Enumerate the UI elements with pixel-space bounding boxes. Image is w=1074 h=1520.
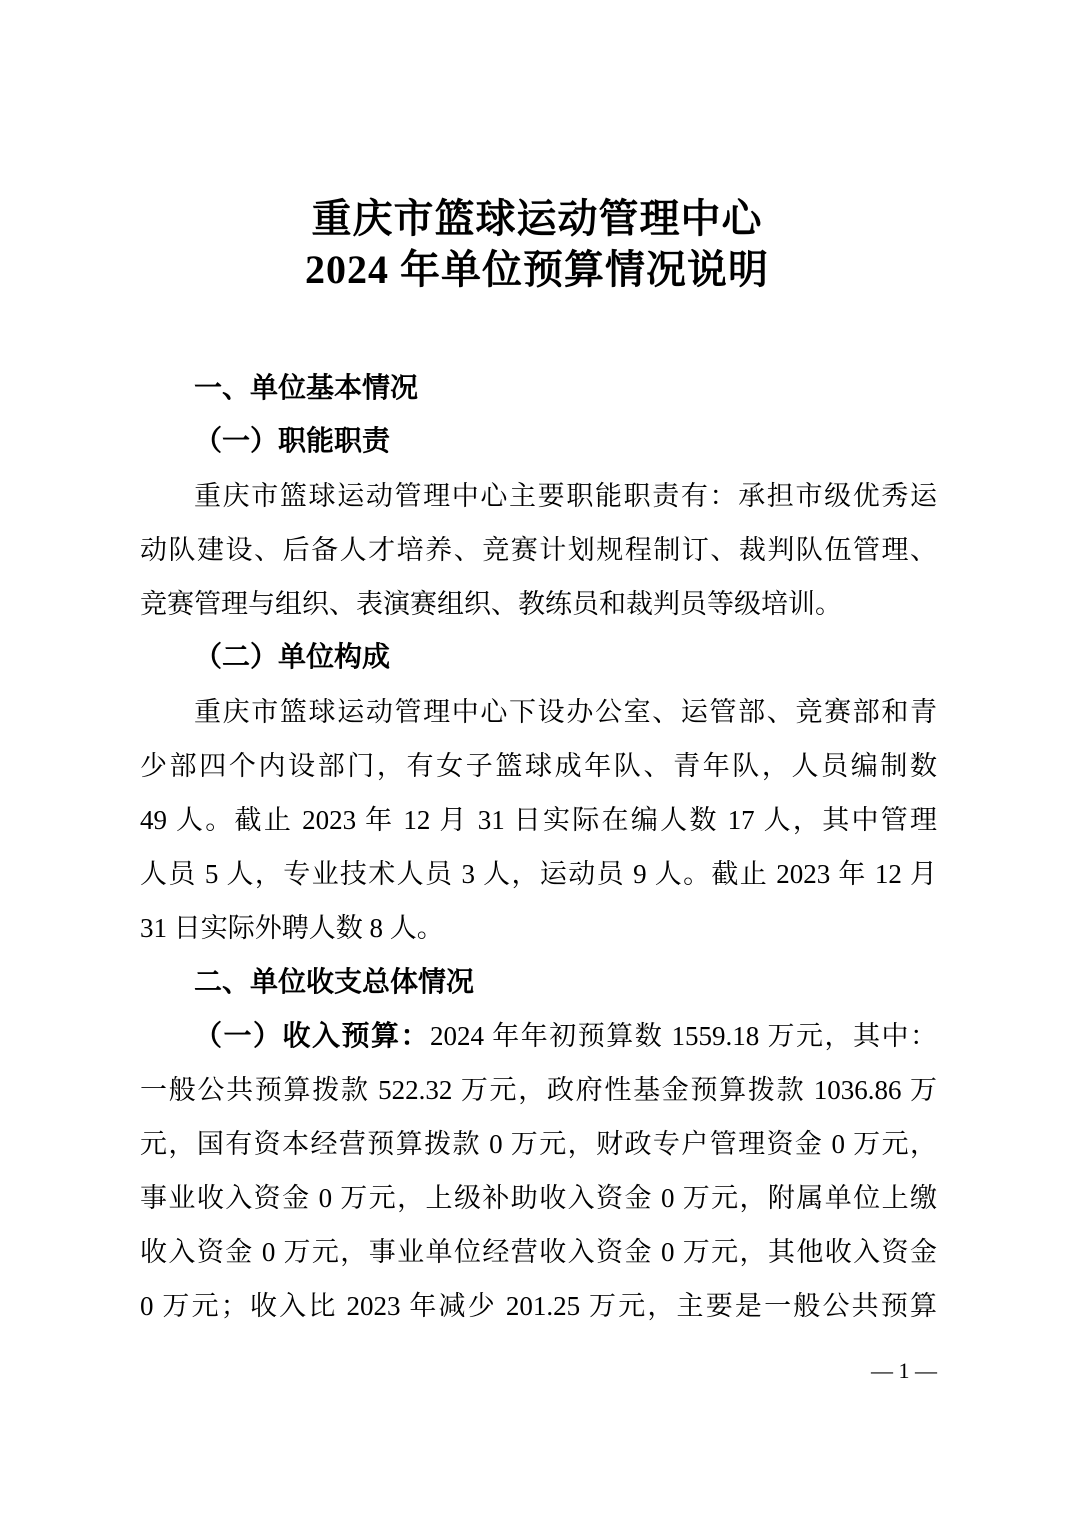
document-title-line2: 2024 年单位预算情况说明 bbox=[305, 247, 769, 292]
document-title-line1: 重庆市篮球运动管理中心 bbox=[311, 196, 763, 241]
paragraph-line: 重庆市篮球运动管理中心下设办公室、运管部、竞赛部和青 bbox=[194, 697, 937, 727]
page-number: — 1 — bbox=[871, 1358, 937, 1383]
paragraph-line: 31 日实际外聘人数 8 人。 bbox=[140, 913, 444, 943]
paragraph-line: 事业收入资金 0 万元，上级补助收入资金 0 万元，附属单位上缴 bbox=[140, 1183, 937, 1213]
heading-unit-basic-info: 一、单位基本情况 bbox=[194, 372, 419, 403]
document-title bbox=[0, 193, 1074, 295]
income-budget-label: （一）收入预算： bbox=[194, 1021, 430, 1052]
paragraph-line: 收入资金 0 万元，事业单位经营收入资金 0 万元，其他收入资金 bbox=[140, 1237, 937, 1267]
paragraph-line: 人员 5 人，专业技术人员 3 人，运动员 9 人。截止 2023 年 12 月 bbox=[140, 859, 937, 889]
paragraph-line: 元，国有资本经营预算拨款 0 万元，财政专户管理资金 0 万元， bbox=[140, 1129, 937, 1159]
paragraph-line: 一般公共预算拨款 522.32 万元，政府性基金预算拨款 1036.86 万 bbox=[140, 1075, 937, 1105]
heading-functions-duties: （一）职能职责 bbox=[194, 426, 391, 457]
paragraph-line-income-budget bbox=[140, 1009, 937, 1063]
income-budget-text: 2024 年年初预算数 1559.18 万元，其中： bbox=[430, 1021, 937, 1051]
paragraph-line: 49 人。截止 2023 年 12 月 31 日实际在编人数 17 人，其中管理 bbox=[140, 805, 937, 835]
heading-unit-composition: （二）单位构成 bbox=[194, 642, 391, 673]
paragraph-line: 少部四个内设部门，有女子篮球成年队、青年队，人员编制数 bbox=[140, 751, 937, 781]
heading-revenue-expenditure-overview: 二、单位收支总体情况 bbox=[194, 966, 475, 997]
paragraph-line: 重庆市篮球运动管理中心主要职能职责有：承担市级优秀运 bbox=[194, 481, 937, 511]
document-body bbox=[140, 361, 937, 1333]
paragraph-line: 0 万元；收入比 2023 年减少 201.25 万元，主要是一般公共预算 bbox=[140, 1291, 937, 1321]
paragraph-line: 动队建设、后备人才培养、竞赛计划规程制订、裁判队伍管理、 bbox=[140, 535, 937, 565]
paragraph-line: 竞赛管理与组织、表演赛组织、教练员和裁判员等级培训。 bbox=[140, 589, 842, 619]
